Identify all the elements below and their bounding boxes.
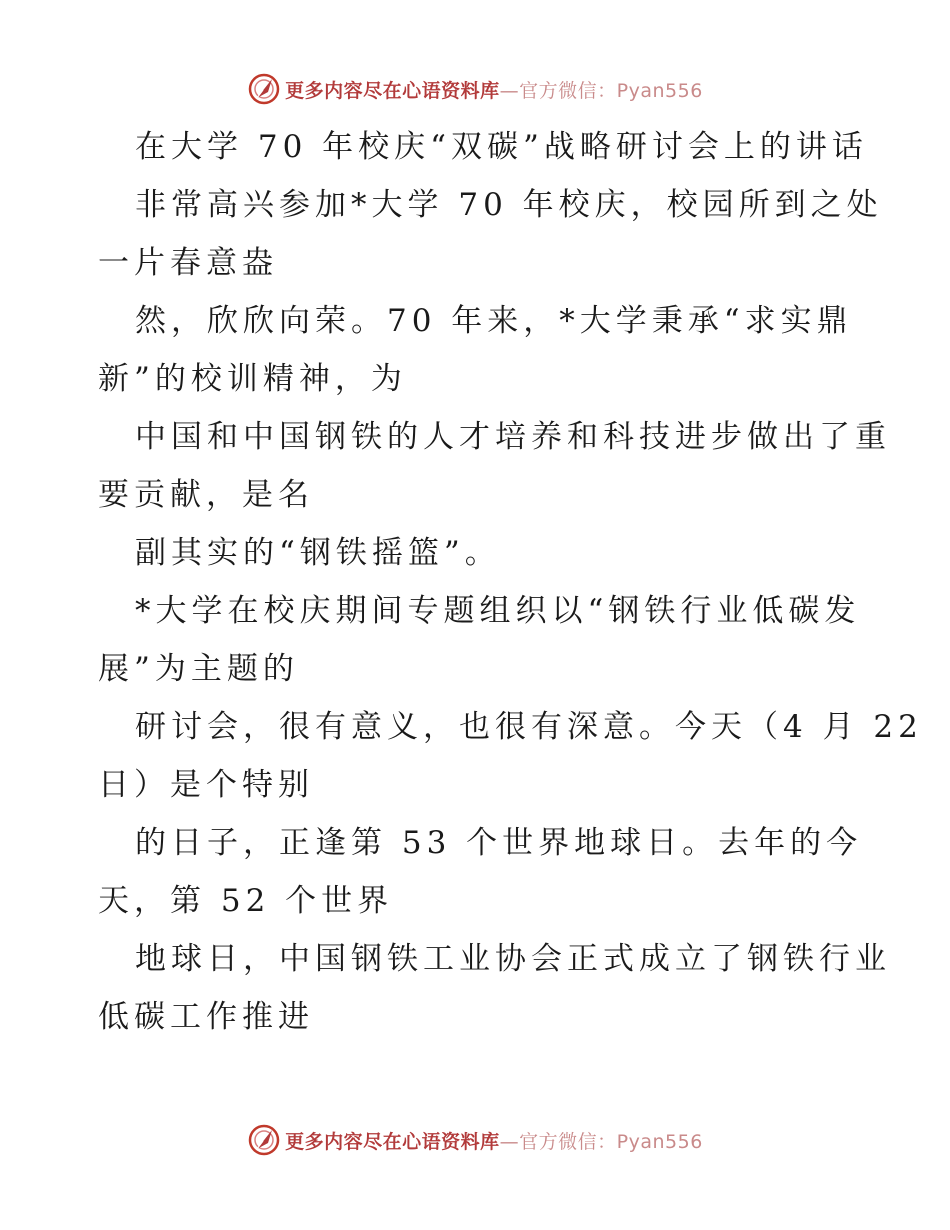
banner-wechat-text: —官方微信：Pyan556 (499, 79, 703, 102)
text-line: 地球日，中国钢铁工业协会正式成立了钢铁行业 (135, 941, 891, 977)
banner-brand-text: 更多内容尽在心语资料库 (285, 1130, 500, 1153)
text-line: 展”为主题的 (98, 651, 299, 687)
banner-wechat-text: —官方微信：Pyan556 (499, 1130, 703, 1153)
document-title-line: 在大学 70 年校庆“双碳”战略研讨会上的讲话 (135, 129, 868, 165)
text-line: 的日子，正逢第 53 个世界地球日。去年的今 (135, 825, 863, 861)
text-line: 副其实的“钢铁摇篮”。 (135, 535, 501, 571)
header-watermark-banner (0, 72, 950, 106)
footer-watermark-banner (0, 1123, 950, 1157)
text-line: 低碳工作推进 (98, 999, 314, 1035)
text-line: 天，第 52 个世界 (98, 883, 394, 919)
document-body (98, 118, 923, 1046)
text-line: 然，欣欣向荣。70 年来，*大学秉承“求实鼎 (135, 303, 853, 339)
text-line: 新”的校训精神，为 (98, 361, 407, 397)
banner-brand-text: 更多内容尽在心语资料库 (285, 79, 500, 102)
text-line: 中国和中国钢铁的人才培养和科技进步做出了重 (135, 419, 891, 455)
quill-logo-icon (247, 72, 281, 106)
text-line: 一片春意盎 (98, 245, 278, 281)
text-line: *大学在校庆期间专题组织以“钢铁行业低碳发 (135, 593, 861, 629)
text-line: 非常高兴参加*大学 70 年校庆，校园所到之处 (135, 187, 883, 223)
text-line: 研讨会，很有意义，也很有深意。今天（4 月 22 (135, 709, 923, 745)
text-line: 要贡献，是名 (98, 477, 314, 513)
quill-logo-icon (247, 1123, 281, 1157)
text-line: 日）是个特别 (98, 767, 314, 803)
